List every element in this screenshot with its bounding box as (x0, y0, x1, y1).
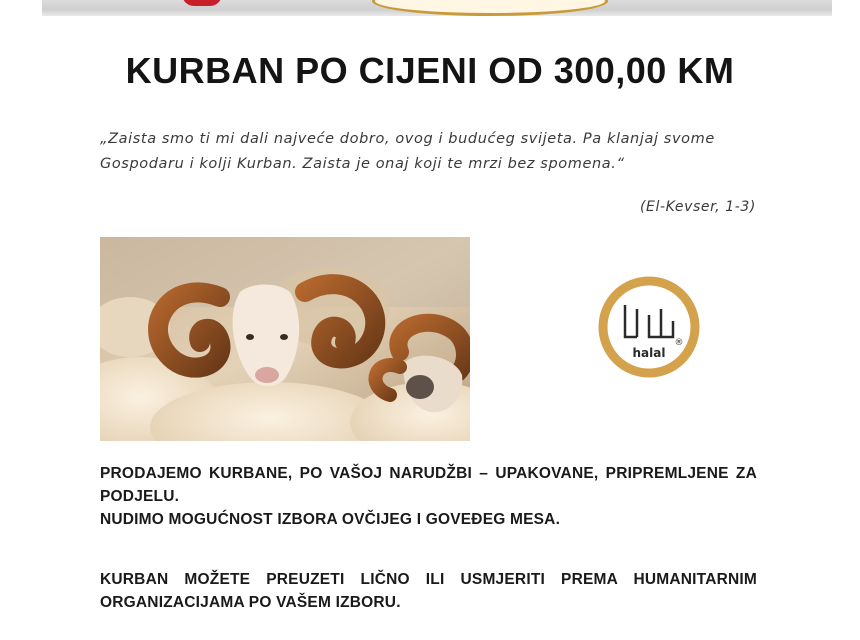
offer-paragraph (100, 462, 757, 531)
banner-gold-emblem (372, 0, 608, 16)
registered-mark: ® (674, 338, 684, 348)
rams-photo (100, 237, 470, 441)
offer-line-1: PRODAJEMO KURBANE, PO VAŠOJ NARUDŽBI – UPAKOVANE, PRIPREMLJENE ZA PODJELU. (100, 465, 757, 505)
page-title: KURBAN PO CIJENI OD 300,00 KM (125, 50, 735, 91)
halal-logo (597, 275, 701, 379)
banner-red-accent (182, 0, 222, 6)
halal-logo-text: halal (632, 346, 666, 360)
quote-source: (El-Kevser, 1-3) (639, 199, 756, 215)
offer-line-2: NUDIMO MOGUĆNOST IZBORA OVČIJEG I GOVEĐEG MESA. (100, 511, 561, 528)
quran-quote: „Zaista smo ti mi dali najveće dobro, ovog i budućeg svijeta. Pa klanjaj svome Gospodaru i kolji Kurban. Zaista je onaj koji te mrzi bez spomena.“ (100, 131, 715, 172)
pickup-paragraph: KURBAN MOŽETE PREUZETI LIČNO ILI USMJERITI PREMA HUMANITARNIM ORGANIZACIJAMA PO VAŠEM IZBORU. (100, 571, 757, 611)
top-banner (42, 0, 832, 16)
